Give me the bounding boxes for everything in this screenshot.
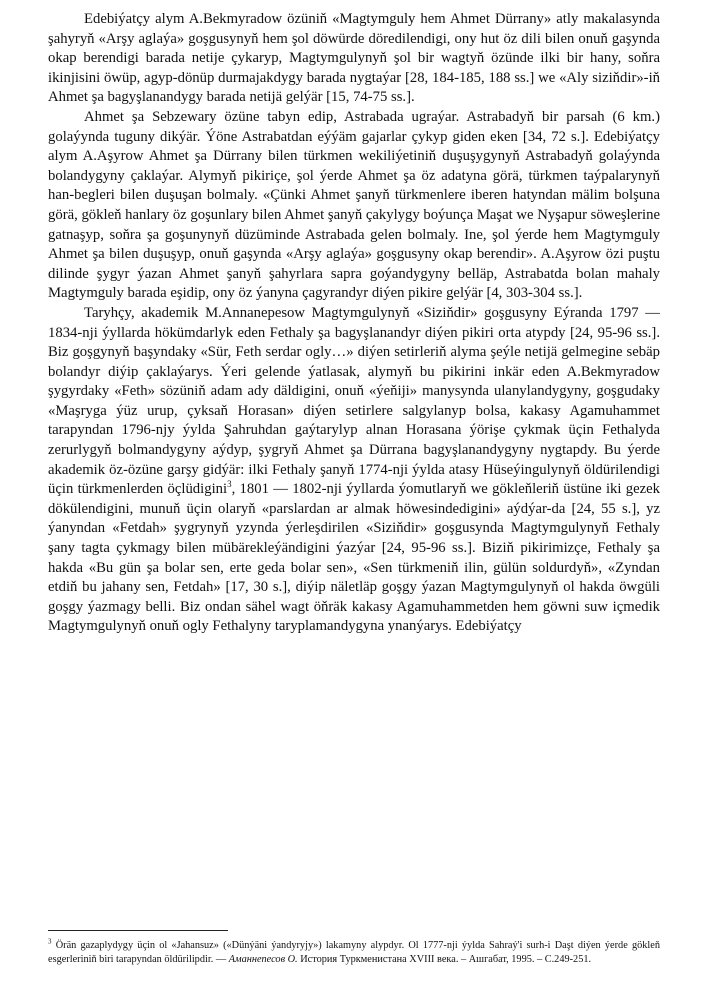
paragraph-3-text-start: Taryhçy, akademik M.Annanepesow Magtymgulynyň «Siziňdir» goşgusyny Eýranda 1797 — 1834-nji ýyllarda hökümdarlyk eden Fethaly şa bagyşlanandyr diýen pikiri orta atypdy [24, 95-96 ss.]. Biz goşgynyň başyndaky «Sür, Feth serdar ogly…» diýen setirleriň alyma şeýle netijä gelmegine sebäp bolandyr diýip çaklaýarys. Ýeri gelende ýatlasak, alymyň bu pikirini inkär eden A.Bekmyradow şygyrdaky «Feth» sözüniň adam ady däldigini, onuň «ýeňiji» manysynda ulanylandygyny, goşgudaky «Maşryga ýüz urup, çyksaň Horasan» diýen setirlere salgylanyp bolsa, kakasy Agamuhammet tarapyndan 1796-njy ýylda Şahruhdan gaýtarylyp alnan Horasana ýörişe çykmak üçin Fethalyda zerurlygyň bolmandygyny aýdyp, şygryň Ahmet şa Dürrana bagyşlanandygyny nygtapdy. Bu ýerde akademik öz-özüne garşy gidýär: ilki Fethaly şanyň 1774-nji ýylda atasy Hüseýingulynyň öldürilendigi üçin türkmenlerden öçlüdigini xyxy=(48,304,660,498)
document-body xyxy=(48,10,660,637)
paragraph-1: Edebiýatçy alym A.Bekmyradow özüniň «Magtymguly hem Ahmet Dürrany» atly makalasynda şahyryň «Arşy aglaýa» goşgusynyň hem şol döwürde döredilendigi, ony hut öz dili bilen onuň gaşynda okap berendigi barada netije çykaryp, Magtymgulynyň şol bir wagtyň özünde ilki bir hany, soňra ikinjisini öwüp, agyp-dönüp durmajakdygy barada nygtaýar [28, 184-185, 188 ss.] we «Aly siziňdir»-iň Ahmet şa bagyşlanandygy barada netijä gelýär [15, 74-75 ss.]. xyxy=(48,11,660,106)
footnote-author: Аманнепесов О. xyxy=(228,954,298,966)
footnote-marker: 3 xyxy=(48,937,52,946)
paragraph-3 xyxy=(48,304,660,637)
footnote xyxy=(48,939,660,968)
paragraph-2: Ahmet şa Sebzewary özüne tabyn edip, Astrabada ugraýar. Astrabadyň bir parsah (6 km.) golaýynda tuguny dikýär. Ýöne Astrabatdan eýýäm gajarlar çykyp giden eken [34, 72 s.]. Edebiýatçy alym A.Aşyrow Ahmet şa Dürrany bilen türkmen wekiliýetiniň duşuşygynyň Astrabadyň golaýynda bolandygyny çaklaýar. Alymyň pikiriçe, şol ýerde Ahmet şa öz adatyna görä, türkmen taýpalarynyň han-begleri bilen duşuşan bolmaly. «Çünki Ahmet şanyň türkmenlere iberen hatyndan mälim bolşuna görä, gökleň hanlary öz goşunlary bilen Ahmet şanyň çakylygy boýunça Maşat we Nyşapur söweşlerine gatnaşyp, soňra şa goşunynyň düzüminde Astrabada gelen bolmaly. Ine, şol ýerde hem Magtymguly Ahmet şa bilen duşuşyp, onuň gaşynda «Arşy aglaýa» goşgusyny okap berendir». A.Aşyrow özi puştu dilinde şygyr ýazan Ahmet şanyň şahyrlara sapra goýandygyny belläp, Astrabatda bolan mahaly Magtymguly barada eşidip, ony öz ýanyna çagyrandyr diýen pikire gelýär [4, 303-304 ss.]. xyxy=(48,108,660,302)
footnote-text: Örän gazaplydygy üçin ol «Jahansuz» («Dünýäni ýandyryjy») lakamyny alypdyr. Ol 1777-nji ýylda Sahraý'i surh-i Daşt diýen ýerde gökleň esgerleriniň biri tarapyndan öldürilipdir. — xyxy=(48,940,660,966)
footnote-reference[interactable]: 3 xyxy=(227,479,232,490)
footnote-source: История Туркменистана XVIII века. – Ашгабат, 1995. – С.249-251. xyxy=(297,954,592,966)
paragraph-3-text-end: , 1801 — 1802-nji ýyllarda ýomutlaryň we gökleňleriň üstüne iki gezek dökülendigini, munuň üçin olaryň «parslardan ar almak höwesindedigini» aýdýar-da [24, 55 s.], yz ýanyndan «Fetdah» şygrynyň yzynda ýerleşdirilen «Siziňdir» goşgusynda Magtymgulynyň Fethaly şany tagta çykmagy bilen mübärekleýändigini ýazýar [24, 95-96 ss.]. Biziň pikirimizçe, Fethaly şa hakda «Bu gün şa bolar sen, erte geda bolar sen», «Sen türkmeniň ilin, gülün soldurdyň», «Zyndan etdiň bu jahany sen, Fetdah» [17, 30 s.], diýip näletläp goşgy ýazan Magtymgulynyň ol hakda öwgüli goşgy ýazmagy belli. Biz ondan sähel wagt öňräk kakasy Agamuhammetden hem göwni suw içmedik Magtymgulynyň onuň ogly Fethalyny taryplamandygyna ynanýarys. Edebiýatçy xyxy=(48,481,660,635)
footnote-separator xyxy=(48,930,228,931)
